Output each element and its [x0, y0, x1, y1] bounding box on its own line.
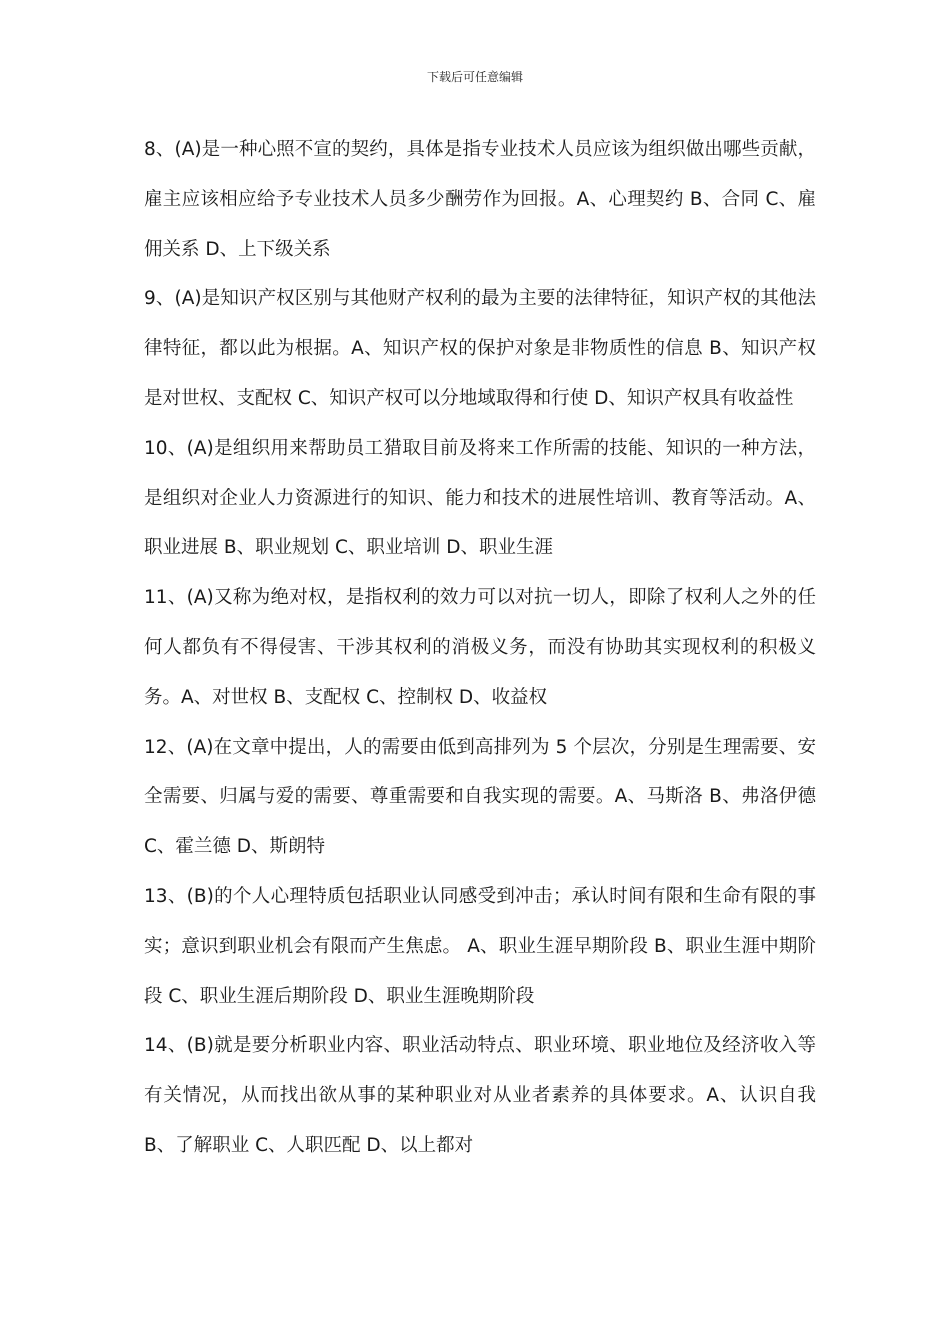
question-11: 11、(A)又称为绝对权，是指权利的效力可以对抗一切人，即除了权利人之外的任何人都负有不得侵害、干涉其权利的消极义务，而没有协助其实现权利的积极义务。A、对世权 B、支配权 C、控制权 D、收益权 — [144, 587, 816, 708]
question-13: 13、(B)的个人心理特质包括职业认同感受到冲击；承认时间有限和生命有限的事实；意识到职业机会有限而产生焦虑。 A、职业生涯早期阶段 B、职业生涯中期阶段 C、职业生涯后期阶段 D、职业生涯晚期阶段 — [144, 885, 816, 1007]
question-14: 14、(B)就是要分析职业内容、职业活动特点、职业环境、职业地位及经济收入等有关情况，从而找出欲从事的某种职业对从业者素养的具体要求。A、认识自我 B、了解职业 C、人职匹配 D、以上都对 — [144, 1035, 816, 1156]
page-header: 下载后可任意编辑 — [426, 70, 523, 84]
question-8: 8、(A)是一种心照不宣的契约，具体是指专业技术人员应该为组织做出哪些贡献，雇主应该相应给予专业技术人员多少酬劳作为回报。A、心理契约 B、合同 C、雇佣关系 D、上下级关系 — [144, 139, 816, 260]
question-12: 12、(A)在文章中提出，人的需要由低到高排列为 5 个层次，分别是生理需要、安全需要、归属与爱的需要、尊重需要和自我实现的需要。A、马斯洛 B、弗洛伊德 C、霍兰德 D、斯朗特 — [144, 736, 816, 858]
document-body — [144, 125, 816, 1171]
question-10: 10、(A)是组织用来帮助员工猎取目前及将来工作所需的技能、知识的一种方法，是组织对企业人力资源进行的知识、能力和技术的进展性培训、教育等活动。A、职业进展 B、职业规划 C、职业培训 D、职业生涯 — [144, 437, 816, 559]
question-9: 9、(A)是知识产权区别与其他财产权利的最为主要的法律特征，知识产权的其他法律特征，都以此为根据。A、知识产权的保护对象是非物质性的信息 B、知识产权是对世权、支配权 C、知识产权可以分地域取得和行使 D、知识产权具有收益性 — [144, 288, 816, 409]
